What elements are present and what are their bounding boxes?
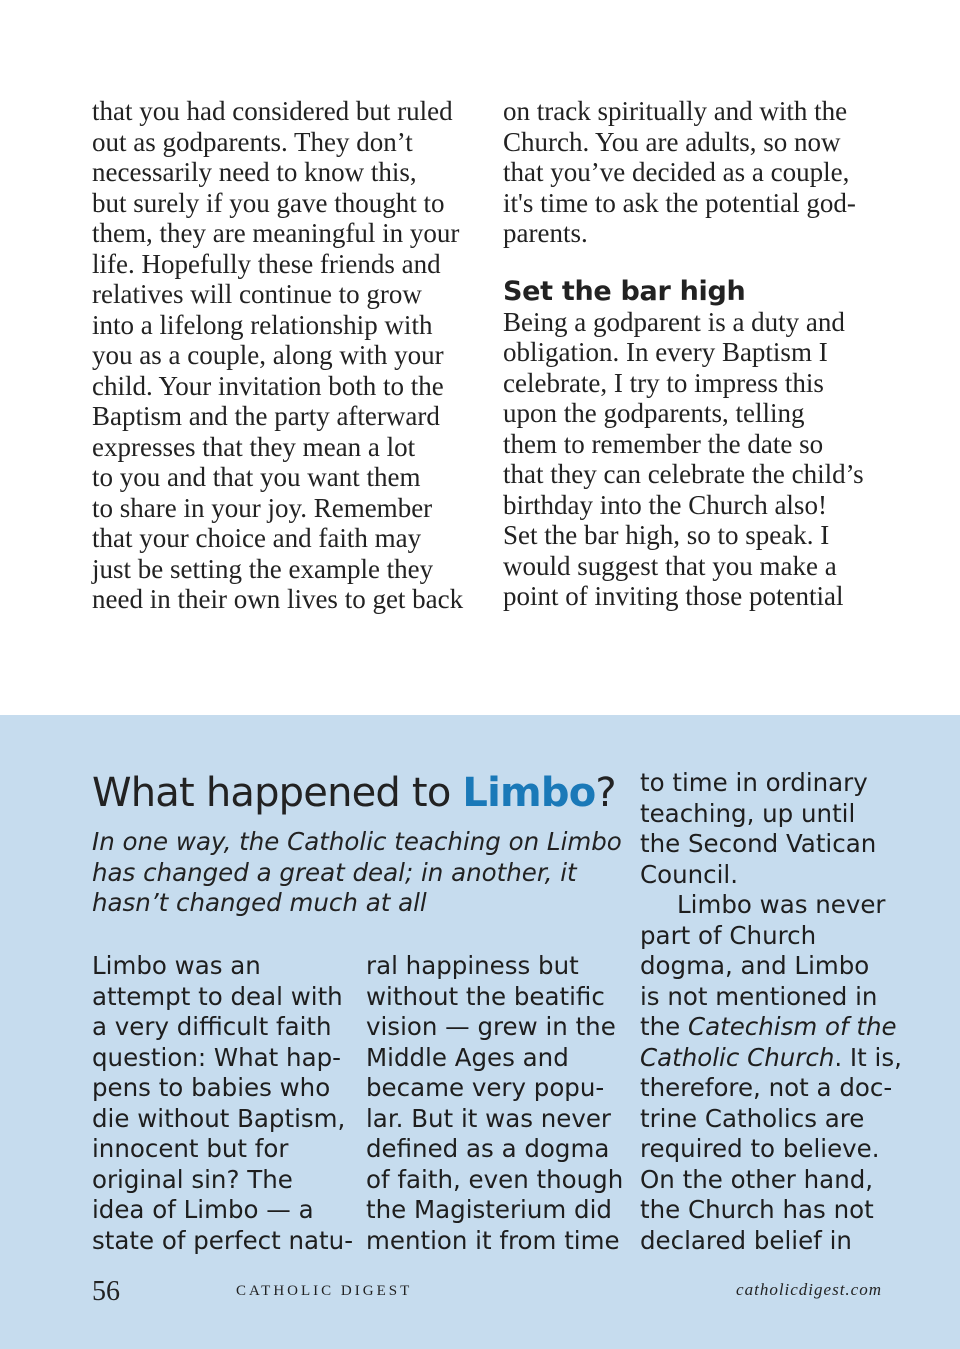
article-line: celebrate, I try to impress this [503,367,824,398]
article-column-left [92,96,477,615]
article-line: to you and that you want them [92,462,421,492]
article-line: child. Your invitation both to the [92,370,444,401]
sidebar-line: is not mentioned in [640,981,878,1011]
sidebar-column-3 [640,768,902,1256]
article-line: to share in your joy. Remember [92,492,433,523]
article-line: into a lifelong relationship with [92,309,433,340]
catechism-title-part-1: Catechism of the [688,1012,897,1041]
sidebar-title-highlight: Limbo [462,770,596,816]
article-line: it's time to ask the potential god- [503,187,856,218]
sidebar-line: state of perfect natu- [92,1225,354,1255]
page-number: 56 [92,1276,120,1307]
sidebar-line: pens to babies who [92,1073,331,1102]
sidebar-line: On the other hand, [640,1164,874,1194]
sidebar-line: original sin? The [92,1164,293,1194]
article-column-right [503,96,893,612]
catechism-title-part-2: Catholic Church [640,1042,835,1072]
sidebar-line: Council. [640,859,739,889]
sidebar-line: without the beatific [366,981,605,1011]
sidebar-line: trine Catholics are [640,1103,865,1133]
sidebar-column-2 [366,951,623,1256]
sidebar-column-1 [92,951,353,1256]
sidebar-line: vision — grew in the [366,1012,616,1041]
magazine-name: CATHOLIC DIGEST [236,1283,413,1299]
article-line: necessarily need to know this, [92,157,417,187]
sidebar-title-text: What happened to [92,770,463,816]
sidebar-text: the [640,1012,688,1041]
sidebar-line: therefore, not a doc- [640,1073,893,1102]
article-line: out as godparents. They don’t [92,126,413,157]
sidebar-line: declared belief in [640,1225,852,1255]
sidebar-line: part of Church [640,920,817,950]
sidebar-line: a very difficult faith [92,1012,332,1041]
sidebar-text: . It is, [834,1042,902,1072]
article-line: that you had considered but ruled [92,96,453,126]
sidebar-line: lar. But it was never [366,1103,611,1133]
deck-line: has changed a great deal; in another, it [92,857,577,887]
article-line: expresses that they mean a lot [92,431,416,462]
article-line: Church. You are adults, so now [503,126,841,157]
sidebar-line: Middle Ages and [366,1042,569,1072]
website-url: catholicdigest.com [736,1280,882,1299]
sidebar-line: required to believe. [640,1134,880,1163]
article-line: that they can celebrate the child’s [503,459,864,489]
sidebar-line: question: What hap- [92,1042,341,1072]
sidebar-line: the Second Vatican [640,829,877,858]
sidebar-line: attempt to deal with [92,981,343,1011]
sidebar-line: teaching, up until [640,798,856,828]
article-line: relatives will continue to grow [92,279,422,309]
sidebar-line: became very popu- [366,1073,605,1102]
sidebar-line: die without Baptism, [92,1103,346,1133]
article-line: birthday into the Church also! [503,489,827,520]
sidebar-line: the Church has not [640,1195,874,1224]
article-line: parents. [503,218,588,248]
sidebar-line: the Magisterium did [366,1195,612,1224]
article-line: Baptism and the party afterward [92,401,440,431]
sidebar-line: defined as a dogma [366,1134,610,1163]
article-line: Being a godparent is a duty and [503,306,845,337]
article-line: that you’ve decided as a couple, [503,157,850,187]
sidebar-line: mention it from time [366,1225,620,1255]
article-line: just be setting the example they [92,553,434,584]
article-line: upon the godparents, telling [503,398,805,428]
article-line: them, they are meaningful in your [92,218,460,248]
sidebar-title-question: ? [595,770,616,816]
sidebar-line: idea of Limbo — a [92,1195,314,1224]
sidebar-deck [92,827,622,919]
sidebar-line [640,1012,902,1043]
article-line: that your choice and faith may [92,523,422,553]
article-line: need in their own lives to get back [92,584,464,614]
section-subheading: Set the bar high [503,275,746,307]
sidebar-line: of faith, even though [366,1164,624,1194]
article-line: you as a couple, along with your [92,340,444,370]
article-line: life. Hopefully these friends and [92,248,441,279]
sidebar-line [640,1043,902,1074]
article-line: on track spiritually and with the [503,96,848,126]
sidebar-line: dogma, and Limbo [640,951,870,980]
deck-line: In one way, the Catholic teaching on Limbo [92,827,622,856]
article-line: them to remember the date so [503,428,824,459]
article-line: obligation. In every Baptism I [503,337,828,367]
sidebar-title [92,768,616,818]
article-line: but surely if you gave thought to [92,187,445,218]
article-line: would suggest that you make a [503,550,837,581]
sidebar-line: ral happiness but [366,951,579,980]
sidebar-line: Limbo was never [677,890,886,919]
sidebar-line: to time in ordinary [640,768,868,797]
deck-line: hasn’t changed much at all [92,888,427,917]
sidebar-line: Limbo was an [92,951,261,980]
article-line: Set the bar high, so to speak. I [503,520,830,550]
sidebar-line: innocent but for [92,1134,289,1163]
article-line: point of inviting those potential [503,581,844,611]
